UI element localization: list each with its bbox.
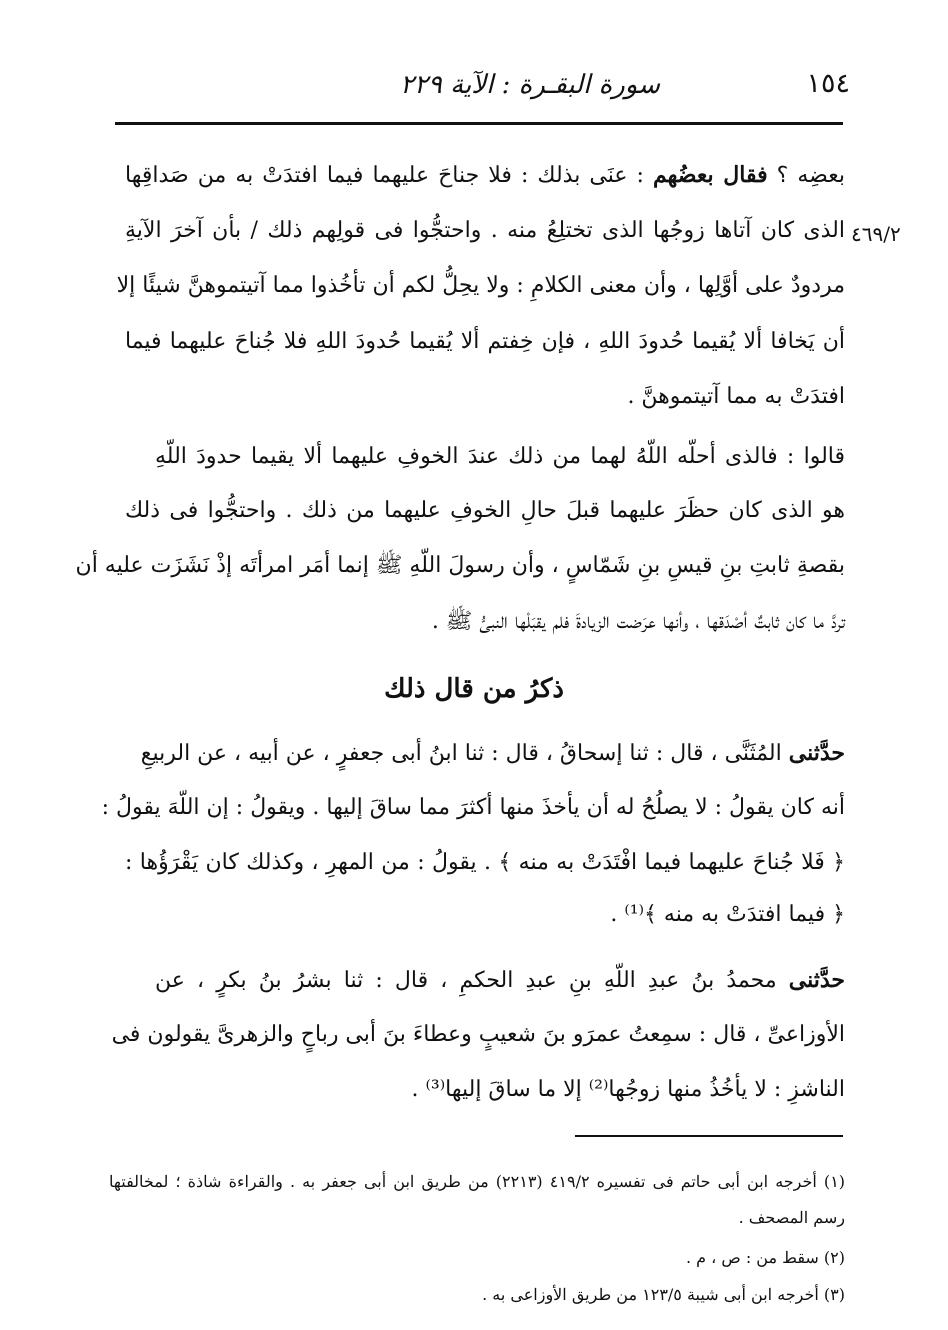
line-text: : عنَى بذلك : فلا جناحَ عليهما فيما افتدَتْ به من صَداقِها (125, 163, 644, 188)
header-divider (115, 122, 843, 125)
text-line: هو الذى كان حظَرَ عليهما قبلَ حالِ الخوفِ عليهما من ذلك . واحتجُّوا فى ذلك (125, 498, 845, 523)
text-line: قالوا : فالذى أحلّه اللّهُ لهما من ذلك عندَ الخوفِ عليهما ألا يقيما حدودَ اللّهِ (155, 444, 845, 469)
footnote-line: (٣) أخرجه ابن أبى شيبة ١٢٣/٥ من طريق الأوزاعى به . (482, 1285, 845, 1304)
margin-reference: ٤٦٩/٢ (851, 222, 901, 246)
text-line: افتدَتْ به مما آتيتموهنَّ . (627, 384, 845, 409)
bold-phrase: حدَّثنى (788, 740, 845, 766)
text-line: الناشزِ : لا يأخُذُ منها زوجُها⁽²⁾ إلا ما ساقَ إليها⁽³⁾ . (411, 1077, 845, 1102)
text-line: أن يَخافا ألا يُقيما حُدودَ اللهِ ، فإن خِفتم ألا يُقيما حُدودَ اللهِ فلا جُناحَ عليهما فيما (125, 329, 845, 354)
footnote-line: (١) أخرجه ابن أبى حاتم فى تفسيره ٤١٩/٢ (٢٢١٣) من طريق ابن أبى جعفر به . والقراءة شاذة ؛ لمخالفتها (109, 1172, 846, 1191)
text-line: أنه كان يقولُ : لا يصلُحُ له أن يأخذَ منها أكثرَ مما ساقَ إليها . ويقولُ : إن اللّهَ يقولُ : (101, 795, 845, 820)
text-line: بقصةِ ثابتِ بنِ قيسِ بنِ شَمّاسٍ ، وأن رسولَ اللّهِ ﷺ إنما أمَر امرأتَه إذْ نَشَزَت عليه أن (75, 553, 845, 578)
text-line: تردَّ ما كان ثابتٌ أصْدَقها ، وأنها عرَضت الزيادةَ فلم يقبَلْها النبىُّ ﷺ . (431, 609, 845, 634)
bold-phrase: فقال بعضُهم (652, 162, 768, 188)
text-line: ﴿ فَلا جُناحَ عليهما فيما افْتَدَتْ به منه ﴾ . يقولُ : من المهرِ ، وكذلك كان يَقْرَؤُها : (125, 850, 845, 875)
line-text: محمدُ بنُ عبدِ اللّهِ بنِ عبدِ الحكمِ ، قال : ثنا بشرُ بنُ بكرٍ ، عن (155, 968, 777, 993)
text-line (140, 733, 845, 773)
footnote-divider (575, 1135, 843, 1137)
section-heading: ذكرُ من قال ذلك (384, 674, 564, 704)
page-number: ١٥٤ (806, 68, 850, 99)
text-line: الأوزاعىِّ ، قال : سمِعتُ عمرَو بنَ شعيبٍ وعطاءَ بنَ أبى رباحٍ والزهرىَّ يقولون فى (111, 1022, 845, 1047)
text-line: مردودٌ على أوَّلِها ، وأن معنى الكلامِ : ولا يحِلُّ لكم أن تأخُذوا مما آتيتموهنَّ شيئًا إلا (116, 273, 845, 298)
line-text: المُثَنَّى ، قال : ثنا إسحاقُ ، قال : ثنا ابنُ أبى جعفرٍ ، عن أبيه ، عن الربيعِ (140, 741, 782, 766)
footnote-line: (٢) سقط من : ص ، م . (685, 1248, 845, 1267)
text-line: ﴿ فيما افتدَتْ به منه ﴾⁽¹⁾ . (610, 902, 845, 927)
bold-phrase: حدَّثنى (788, 967, 845, 993)
text-line: الذى كان آتاها زوجُها الذى تختلِعُ منه . واحتجُّوا فى قولِهم ذلك / بأن آخرَ الآيةِ (125, 218, 846, 243)
footnote-line: رسم المصحف . (738, 1208, 845, 1227)
text-line (155, 960, 845, 1000)
running-header-title: سورة البقـرة : الآية ٢٢٩ (399, 70, 661, 100)
text-line: بعضِه ؟ فقال بعضُهم : عنَى بذلك : فلا جناحَ عليهما فيما افتدَتْ به من صَداقِها (125, 162, 845, 188)
